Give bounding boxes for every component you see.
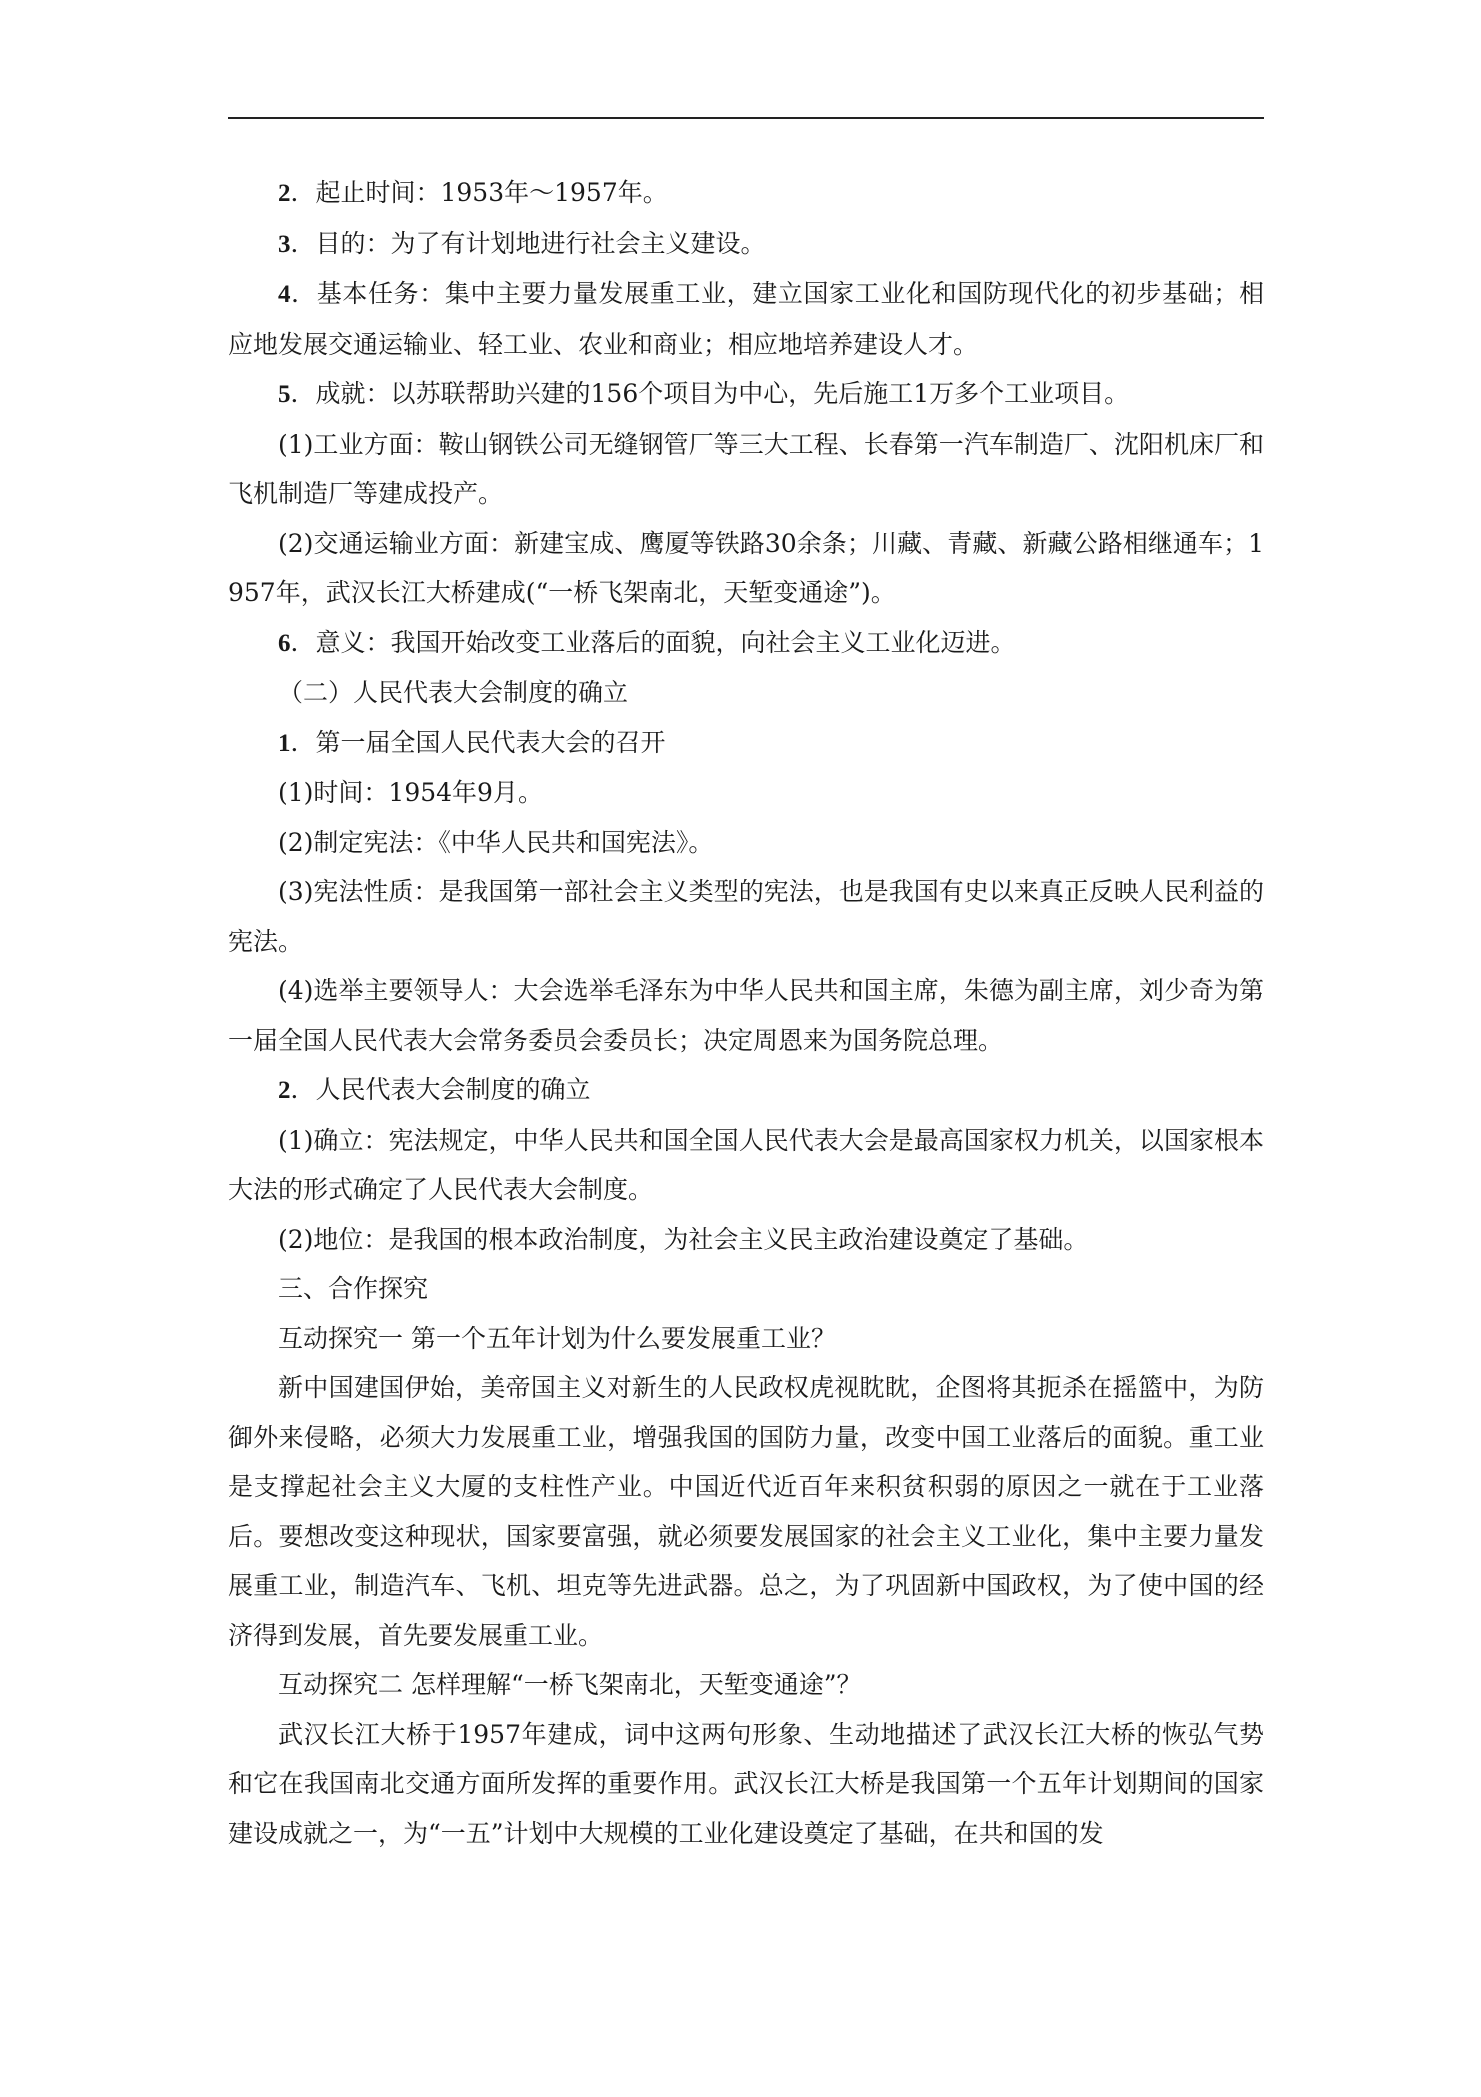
paragraph-text: 互动探究一 第一个五年计划为什么要发展重工业？	[278, 1323, 836, 1353]
paragraph	[228, 1215, 1264, 1265]
paragraph-text: （二）人民代表大会制度的确立	[278, 678, 629, 707]
paragraph	[228, 1065, 1264, 1116]
paragraph-text: (2)地位：是我国的根本政治制度，为社会主义民主政治建设奠定了基础。	[278, 1224, 1089, 1254]
paragraph-text: 互动探究二 怎样理解“一桥飞架南北，天堑变通途”？	[278, 1670, 862, 1699]
paragraph-text: (4)选举主要领导人：大会选举毛泽东为中华人民共和国主席，朱德为副主席，刘少奇为第一届全国人民代表大会常务委员会委员长；决定周恩来为国务院总理。	[228, 976, 1264, 1055]
item-number: 5	[278, 381, 291, 408]
paragraph	[228, 168, 1264, 219]
paragraph-text: ．第一届全国人民代表大会的召开	[290, 727, 666, 757]
paragraph	[228, 818, 1264, 868]
question-heading	[228, 1314, 1264, 1364]
section-heading	[228, 668, 1264, 718]
item-number: 2	[278, 180, 291, 207]
item-number: 6	[278, 629, 291, 657]
paragraph	[228, 768, 1264, 818]
paragraph-text: (3)宪法性质：是我国第一部社会主义类型的宪法，也是我国有史以来真正反映人民利益的宪法。	[228, 877, 1264, 956]
paragraph	[228, 219, 1264, 270]
item-number: 1	[278, 729, 291, 757]
paragraph-text: 新中国建国伊始，美帝国主义对新生的人民政权虎视眈眈，企图将其扼杀在摇篮中，为防御外来侵略，必须大力发展重工业，增强我国的国防力量，改变中国工业落后的面貌。重工业是支撑起社会主义大厦的支柱性产业。中国近代近百年来积贫积弱的原因之一就在于工业落后。要想改变这种现状，国家要富强，就必须要发展国家的社会主义工业化，集中主要力量发展重工业，制造汽车、飞机、坦克等先进武器。总之，为了巩固新中国政权，为了使中国的经济得到发展，首先要发展重工业。	[228, 1373, 1264, 1650]
item-number: 3	[278, 230, 291, 258]
paragraph-text: ．意义：我国开始改变工业落后的面貌，向社会主义工业化迈进。	[290, 627, 1016, 657]
paragraph	[228, 269, 1264, 369]
paragraph-text: 武汉长江大桥于1957年建成，词中这两句形象、生动地描述了武汉长江大桥的恢弘气势和它在我国南北交通方面所发挥的重要作用。武汉长江大桥是我国第一个五年计划期间的国家建设成就之一，为“一五”计划中大规模的工业化建设奠定了基础，在共和国的发	[228, 1719, 1264, 1848]
paragraph-text: 三、合作探究	[278, 1274, 429, 1303]
paragraph-text: (2)交通运输业方面：新建宝成、鹰厦等铁路30余条；川藏、青藏、新藏公路相继通车；1957年，武汉长江大桥建成(“一桥飞架南北，天堑变通途”)。	[228, 528, 1264, 607]
paragraph-text: ．成就：以苏联帮助兴建的156个项目为中心，先后施工1万多个工业项目。	[290, 379, 1130, 408]
paragraph-text: ．起止时间：1953年～1957年。	[290, 178, 668, 207]
item-number: 4	[278, 281, 291, 308]
paragraph-text: ．目的：为了有计划地进行社会主义建设。	[290, 228, 766, 258]
paragraph	[228, 618, 1264, 669]
paragraph	[228, 718, 1264, 769]
paragraph	[228, 867, 1264, 966]
paragraph	[228, 1363, 1264, 1660]
paragraph-text: ．基本任务：集中主要力量发展重工业，建立国家工业化和国防现代化的初步基础；相应地发展交通运输业、轻工业、农业和商业；相应地培养建设人才。	[228, 279, 1264, 359]
paragraph-text: (2)制定宪法：《中华人民共和国宪法》。	[278, 827, 714, 857]
header-rule	[228, 117, 1264, 119]
paragraph	[228, 519, 1264, 618]
paragraph	[228, 369, 1264, 420]
paragraph	[228, 966, 1264, 1065]
paragraph	[228, 1116, 1264, 1215]
section-heading	[228, 1264, 1264, 1314]
paragraph-text: (1)确立：宪法规定，中华人民共和国全国人民代表大会是最高国家权力机关，以国家根本大法的形式确定了人民代表大会制度。	[228, 1125, 1264, 1204]
paragraph-text: ．人民代表大会制度的确立	[290, 1075, 591, 1104]
paragraph-text: (1)工业方面：鞍山钢铁公司无缝钢管厂等三大工程、长春第一汽车制造厂、沈阳机床厂和飞机制造厂等建成投产。	[228, 429, 1264, 508]
item-number: 2	[278, 1077, 291, 1104]
paragraph	[228, 1710, 1264, 1859]
question-heading	[228, 1660, 1264, 1710]
paragraph-text: (1)时间：1954年9月。	[278, 778, 543, 807]
document-body	[228, 168, 1264, 1858]
paragraph	[228, 420, 1264, 519]
